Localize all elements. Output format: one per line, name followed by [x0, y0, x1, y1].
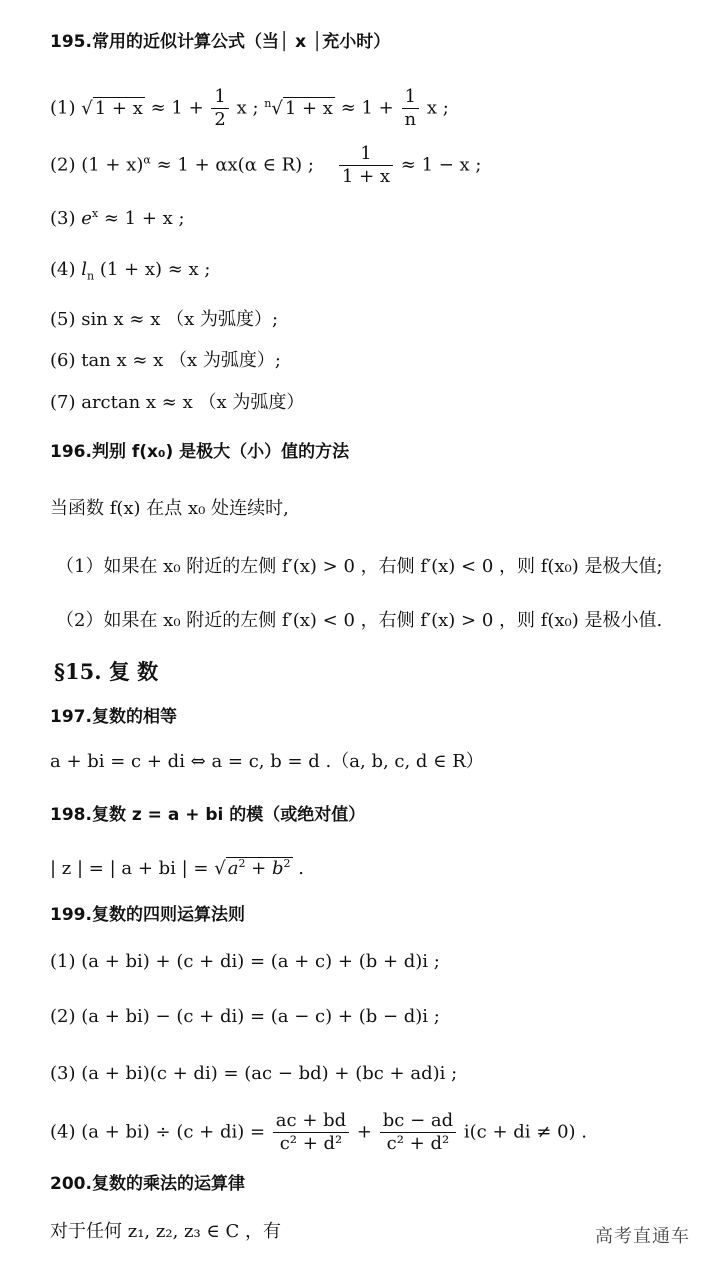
formula-195-7: (7) arctan x ≈ x （x 为弧度）	[50, 392, 305, 413]
formula-195-6: (6) tan x ≈ x （x 为弧度）;	[50, 350, 281, 371]
item-199-rule-1: (1) (a + bi) + (c + di) = (a + c) + (b + d)i ;	[50, 951, 440, 972]
item-197-formula: a + bi = c + di ⇔ a = c, b = d .（a, b, c, d ∈ R）	[50, 751, 484, 772]
formula-195-1: (1) √ 1 + x ≈ 1 + $\frac{1}{2}$ x ; $^n$√ 1 + x ≈ 1 + $\frac{1}{n}$ x ;	[50, 86, 449, 130]
sqrt-expression: √ 1 + x	[81, 97, 143, 119]
formula-195-2: (2) $(1 + x)^\alpha \approx 1 + \alpha x(\alpha$ ∈ R) ; $\frac{1}{1 + x}$ ≈ 1 − x ;	[50, 143, 482, 187]
nth-root-expression: $^n$√ 1 + x	[264, 96, 333, 119]
fraction: $\frac{bc - ad}{\text{c² + d²}}$	[380, 1110, 456, 1155]
fraction: $\frac{1}{1 + x}$	[339, 143, 393, 188]
item-196-case-2: （2）如果在 x₀ 附近的左侧 f′(x) < 0 ，右侧 f′(x) > 0 ，则 f(x₀) 是极小值.	[56, 610, 663, 631]
item-196-title: 196.判别 f(x₀) 是极大（小）值的方法	[50, 442, 350, 462]
item-199-title: 199.复数的四则运算法则	[50, 905, 245, 925]
fraction: $\frac{ac + bd}{\text{c² + d²}}$	[273, 1110, 349, 1155]
formula-195-4: (4) $l_n$ (1 + x) ≈ x ;	[50, 259, 211, 283]
formula-195-5: (5) sin x ≈ x （x 为弧度）;	[50, 309, 279, 330]
item-200-intro: 对于任何 z₁, z₂, z₃ ∈ C ，有	[50, 1221, 281, 1242]
item-196-case-1: （1）如果在 x₀ 附近的左侧 f′(x) > 0 ，右侧 f′(x) < 0 ，则 f(x₀) 是极大值;	[56, 556, 663, 577]
item-199-rule-4: (4) (a + bi) ÷ (c + di) = $\frac{ac + bd}{\text{c² + d²}}$ + $\frac{bc - ad}{\text{c² + d²}}$ i(c + di ≠ 0) .	[50, 1110, 587, 1154]
item-197-title: 197.复数的相等	[50, 707, 177, 727]
formula-label: (1)	[50, 97, 76, 119]
item-196-intro: 当函数 f(x) 在点 x₀ 处连续时,	[50, 498, 289, 519]
item-199-rule-3: (3) (a + bi)(c + di) = (ac − bd) + (bc + ad)i ;	[50, 1063, 458, 1084]
item-195-title: 195.常用的近似计算公式（当│ x │充小时）	[50, 32, 391, 52]
item-200-title: 200.复数的乘法的运算律	[50, 1174, 245, 1194]
sqrt-expression: √ $a^2 + b^2$	[214, 857, 291, 879]
item-198-title: 198.复数 z = a + bi 的模（或绝对值）	[50, 805, 366, 825]
fraction: $\frac{1}{n}$	[402, 86, 420, 131]
item-198-formula: | z | = | a + bi | = √ $a^2 + b^2$ .	[50, 852, 304, 881]
section-heading: §15. 复 数	[54, 659, 159, 684]
item-199-rule-2: (2) (a + bi) − (c + di) = (a − c) + (b − d)i ;	[50, 1006, 440, 1027]
watermark: 高考直通车	[595, 1226, 690, 1247]
fraction: $\frac{1}{2}$	[211, 86, 228, 131]
formula-195-3: (3) $e^x \approx 1 + x$ ;	[50, 207, 185, 229]
